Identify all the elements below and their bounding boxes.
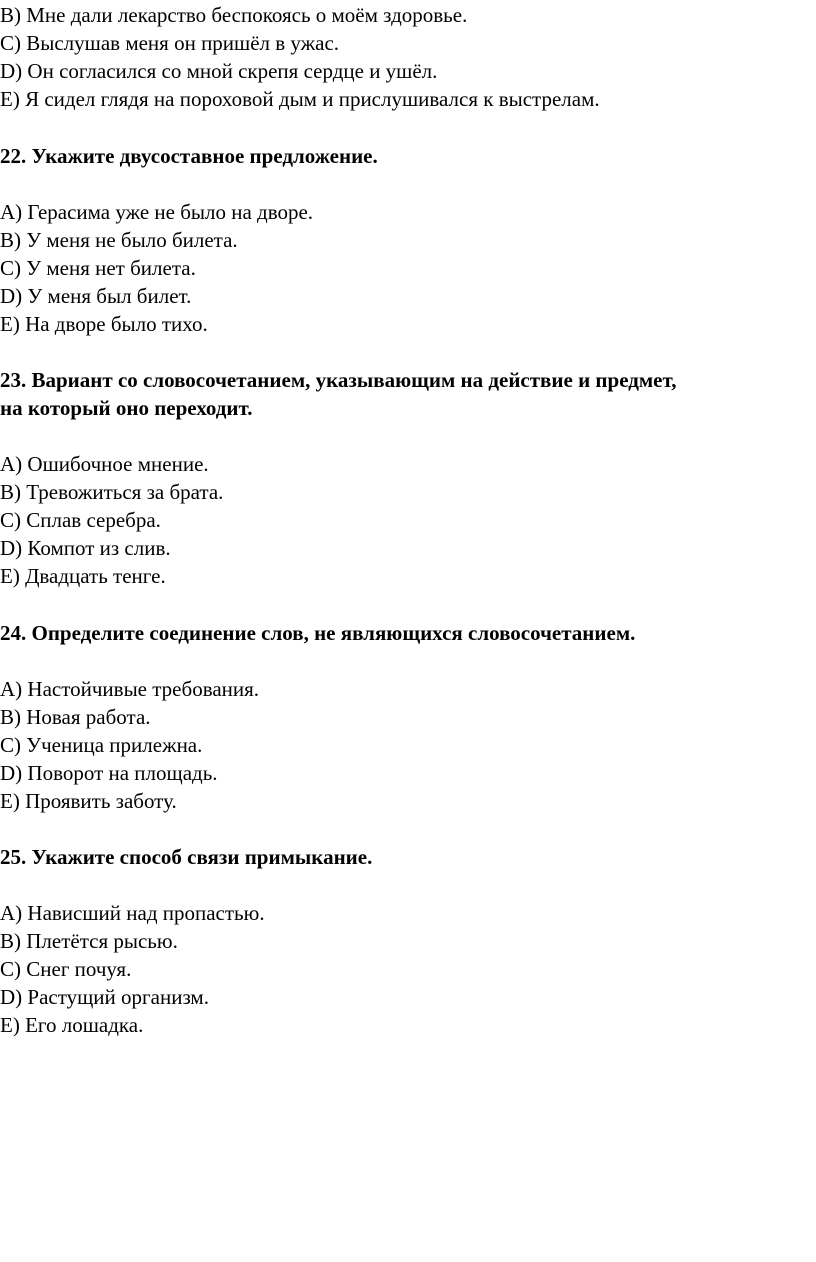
option-24-b: B) Новая работа. — [0, 705, 151, 729]
option-24-d: D) Поворот на площадь. — [0, 761, 218, 785]
question-22-title: 22. Укажите двусоставное предложение. — [0, 144, 378, 168]
option-24-e: E) Проявить заботу. — [0, 789, 177, 813]
option-25-a: A) Нависший над пропастью. — [0, 901, 265, 925]
option-23-e: E) Двадцать тенге. — [0, 564, 166, 588]
option-25-b: B) Плетётся рысью. — [0, 929, 178, 953]
option-25-e: E) Его лошадка. — [0, 1013, 144, 1037]
question-23-title-line-1: 23. Вариант со словосочетанием, указывающим на действие и предмет, — [0, 368, 677, 392]
option-21-e: E) Я сидел глядя на пороховой дым и прислушивался к выстрелам. — [0, 87, 600, 111]
question-23-title-line-2: на который оно переходит. — [0, 396, 253, 420]
option-25-d: D) Растущий организм. — [0, 985, 209, 1009]
option-24-a: A) Настойчивые требования. — [0, 677, 260, 701]
option-23-b: B) Тревожиться за брата. — [0, 480, 224, 504]
option-22-c: C) У меня нет билета. — [0, 256, 196, 280]
option-22-b: B) У меня не было билета. — [0, 228, 238, 252]
option-23-d: D) Компот из слив. — [0, 536, 171, 560]
option-25-c: C) Снег почуя. — [0, 957, 132, 981]
option-22-e: E) На дворе было тихо. — [0, 312, 208, 336]
question-25-title: 25. Укажите способ связи примыкание. — [0, 845, 373, 869]
option-22-d: D) У меня был билет. — [0, 284, 192, 308]
option-23-c: C) Сплав серебра. — [0, 508, 161, 532]
option-23-a: A) Ошибочное мнение. — [0, 452, 209, 476]
option-21-b: B) Мне дали лекарство беспокоясь о моём здоровье. — [0, 3, 468, 27]
option-22-a: A) Герасима уже не было на дворе. — [0, 200, 314, 224]
question-24-title: 24. Определите соединение слов, не являющихся словосочетанием. — [0, 621, 636, 645]
option-21-c: C) Выслушав меня он пришёл в ужас. — [0, 31, 340, 55]
option-21-d: D) Он согласился со мной скрепя сердце и ушёл. — [0, 59, 438, 83]
option-24-c: C) Ученица прилежна. — [0, 733, 203, 757]
